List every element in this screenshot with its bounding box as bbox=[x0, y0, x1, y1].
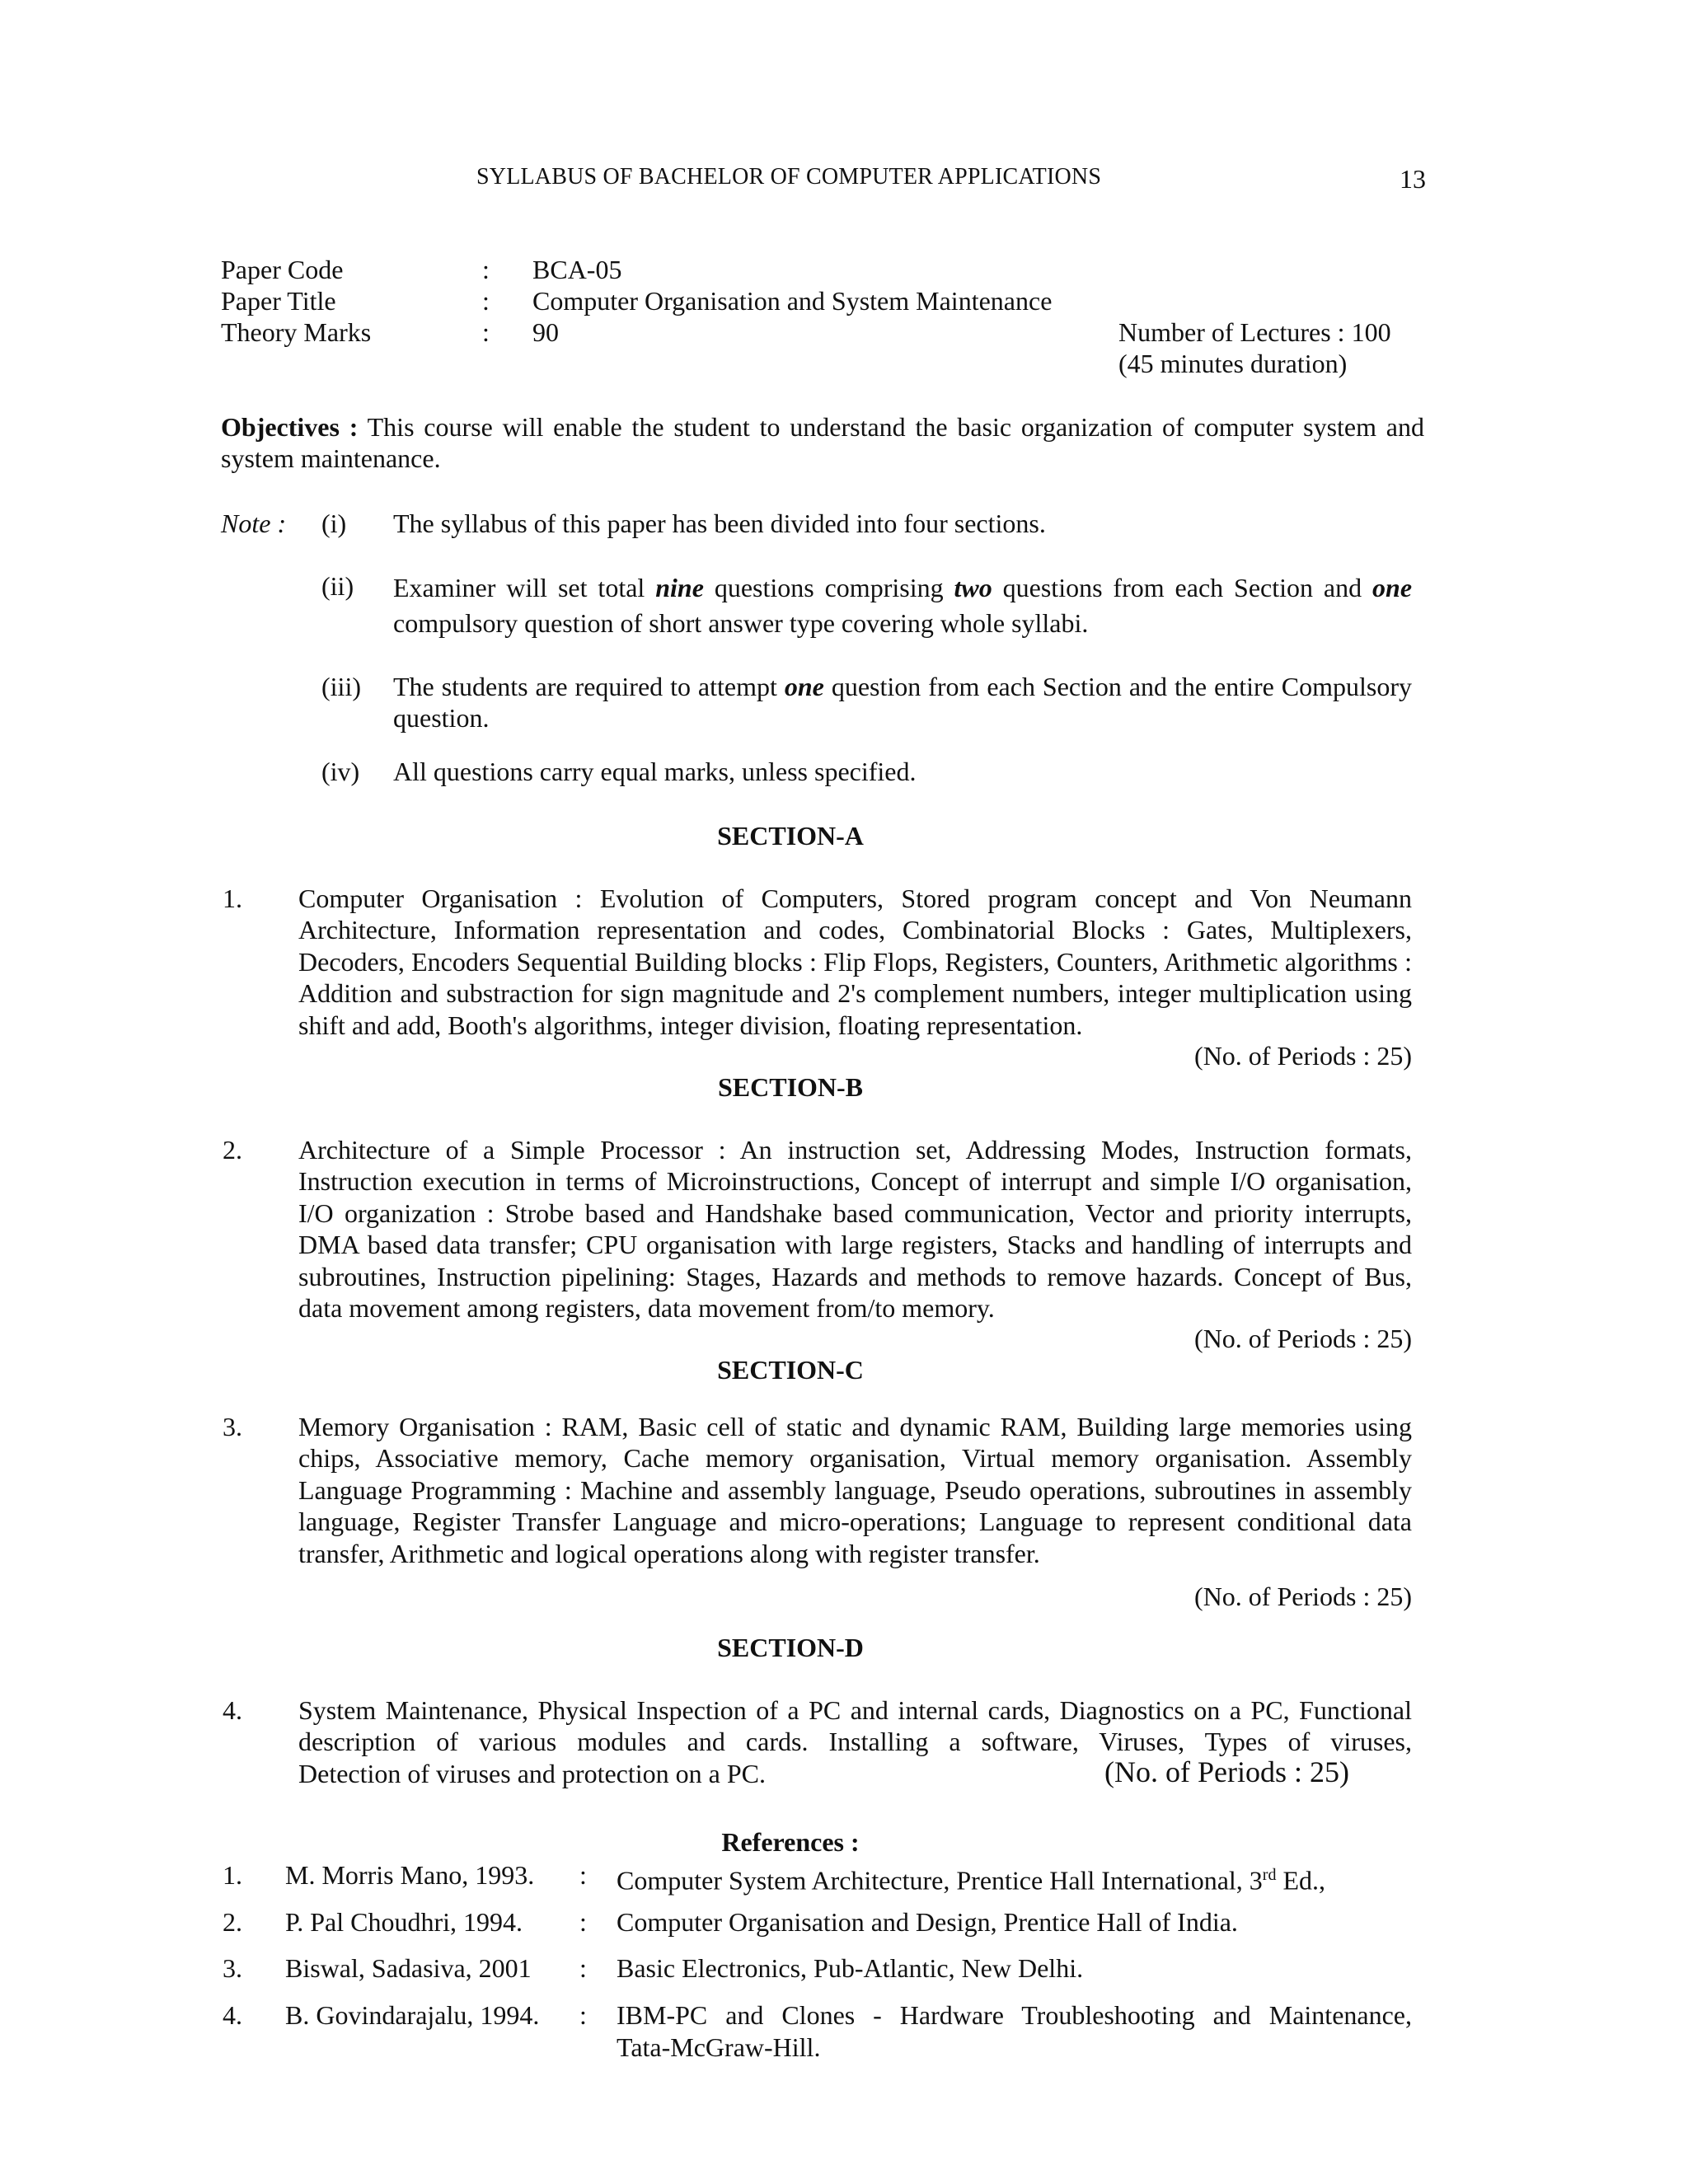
periods-count: (No. of Periods : 25) bbox=[1104, 1755, 1349, 1788]
note-num: (i) bbox=[321, 509, 347, 538]
section-item-num: 3. bbox=[223, 1412, 242, 1441]
section-item-num: 4. bbox=[223, 1695, 242, 1725]
note-num: (iii) bbox=[321, 672, 361, 701]
section-item-text: Architecture of a Simple Processor : An instruction set, Addressing Modes, Instruction formats, Instruction execution in terms of Microinstructions, Concept of interrupt and simple I/O organisation, I/O organization : Strobe based and Handshake based communication, Vector and priority interrupts, DMA based data transfer; CPU organisation with large registers, Stacks and handling of interrupts and subroutines, Instruction pipelining: Stages, Hazards and methods to remove hazards. Concept of Bus, data movement among registers, data movement from/to memory. bbox=[298, 1135, 1412, 1324]
separator: : bbox=[579, 1860, 587, 1890]
separator: : bbox=[482, 286, 490, 316]
objectives-text: This course will enable the student to understand the basic organization of computer system and system maintenance. bbox=[221, 412, 1425, 474]
paper-code-value: BCA-05 bbox=[532, 255, 622, 284]
objectives-label: Objectives : bbox=[221, 412, 359, 442]
running-header-title: SYLLABUS OF BACHELOR OF COMPUTER APPLICATIONS bbox=[476, 164, 1102, 190]
paper-title-value: Computer Organisation and System Maintenance bbox=[532, 286, 1053, 316]
emphasis: two bbox=[954, 573, 992, 602]
reference-title: Computer System Architecture, Prentice Hall International, 3rd Ed., bbox=[617, 1865, 1325, 1896]
reference-author: Biswal, Sadasiva, 2001 bbox=[285, 1953, 532, 1983]
note-num: (iv) bbox=[321, 757, 360, 786]
reference-author: P. Pal Choudhri, 1994. bbox=[285, 1907, 523, 1937]
reference-title: IBM-PC and Clones - Hardware Troubleshooting and Maintenance, bbox=[617, 2000, 1412, 2030]
reference-num: 4. bbox=[223, 2000, 242, 2030]
emphasis: one bbox=[1372, 573, 1413, 602]
reference-title: Basic Electronics, Pub-Atlantic, New Delhi. bbox=[617, 1953, 1084, 1983]
note-text: The students are required to attempt one question from each Section and the entire Compulsory question. bbox=[393, 672, 1413, 733]
separator: : bbox=[579, 1907, 587, 1937]
section-item-num: 1. bbox=[223, 883, 242, 913]
reference-title-continued: Tata-McGraw-Hill. bbox=[617, 2032, 821, 2062]
objectives-paragraph bbox=[221, 411, 1424, 475]
periods-count: (No. of Periods : 25) bbox=[1194, 1582, 1412, 1611]
separator: : bbox=[579, 2000, 587, 2030]
note-text: The syllabus of this paper has been divided into four sections. bbox=[393, 509, 1046, 538]
note-text: Examiner will set total nine questions comprising two questions from each Section and one compulsory question of short answer type covering whole syllabi. bbox=[393, 573, 1413, 638]
paper-title-label: Paper Title bbox=[221, 286, 336, 316]
separator: : bbox=[482, 255, 490, 284]
note-text: All questions carry equal marks, unless specified. bbox=[393, 757, 917, 786]
reference-num: 1. bbox=[223, 1860, 242, 1890]
theory-marks-value: 90 bbox=[532, 317, 559, 347]
reference-num: 2. bbox=[223, 1907, 242, 1937]
separator: : bbox=[579, 1953, 587, 1983]
note-num: (ii) bbox=[321, 571, 354, 601]
reference-author: B. Govindarajalu, 1994. bbox=[285, 2000, 540, 2030]
lecture-duration: (45 minutes duration) bbox=[1118, 349, 1348, 378]
section-item-text-last-line: Detection of viruses and protection on a PC. bbox=[298, 1759, 766, 1788]
emphasis: one bbox=[784, 672, 824, 701]
theory-marks-label: Theory Marks bbox=[221, 317, 372, 347]
section-item-text: Memory Organisation : RAM, Basic cell of static and dynamic RAM, Building large memories using chips, Associative memory, Cache memory organisation, Virtual memory organisation. Assembly Language Programming : Machine and assembly language, Pseudo operations, subroutines in assembly language, Register Transfer Language and micro-operations; Language to represent conditional data transfer, Arithmetic and logical operations along with register transfer. bbox=[298, 1412, 1412, 1568]
section-heading: SECTION-B bbox=[717, 1072, 864, 1102]
section-heading: SECTION-A bbox=[717, 821, 864, 851]
note-label: Note : bbox=[221, 509, 287, 538]
section-heading: SECTION-C bbox=[717, 1355, 864, 1385]
reference-author: M. Morris Mano, 1993. bbox=[285, 1860, 535, 1890]
page-number: 13 bbox=[1400, 164, 1426, 194]
emphasis: nine bbox=[655, 573, 704, 602]
section-item-text: Computer Organisation : Evolution of Computers, Stored program concept and Von Neumann Architecture, Information representation and codes, Combinatorial Blocks : Gates, Multiplexers, Decoders, Encoders Sequential Building blocks : Flip Flops, Registers, Counters, Arithmetic algorithms : Addition and substraction for sign magnitude and 2's complement numbers, integer multiplication using shift and add, Booth's algorithms, integer division, floating representation. bbox=[298, 883, 1412, 1040]
section-item-num: 2. bbox=[223, 1135, 242, 1165]
section-heading: SECTION-D bbox=[717, 1633, 864, 1662]
section-item-text: System Maintenance, Physical Inspection of a PC and internal cards, Diagnostics on a PC, Functional description of various modules and cards. Installing a software, Viruses, Types of viruses, bbox=[298, 1695, 1412, 1757]
references-heading: References : bbox=[721, 1827, 860, 1857]
periods-count: (No. of Periods : 25) bbox=[1194, 1041, 1412, 1071]
separator: : bbox=[482, 317, 490, 347]
periods-count: (No. of Periods : 25) bbox=[1194, 1324, 1412, 1353]
reference-num: 3. bbox=[223, 1953, 242, 1983]
paper-code-label: Paper Code bbox=[221, 255, 344, 284]
reference-title: Computer Organisation and Design, Prentice Hall of India. bbox=[617, 1907, 1238, 1937]
lectures-count: Number of Lectures : 100 bbox=[1118, 317, 1391, 347]
